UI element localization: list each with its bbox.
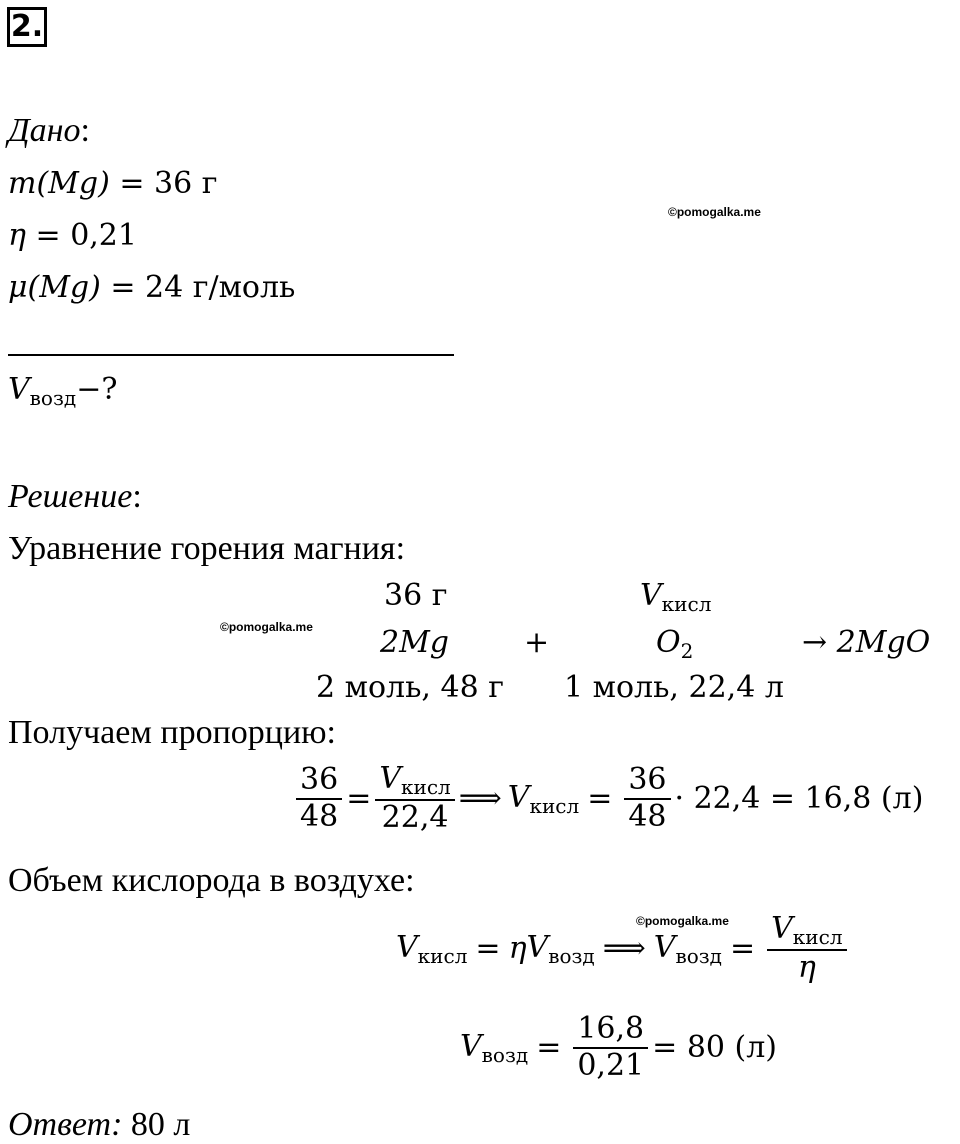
air-lhs: [396, 930, 467, 968]
fraction-den: 22,4: [381, 800, 449, 835]
fraction-vkisl-eta: [767, 912, 846, 986]
air-res-var: V: [653, 929, 676, 965]
reaction-o2: [656, 625, 693, 663]
fraction-den: 48: [628, 798, 667, 834]
final-lhs-sub: возд: [481, 1042, 529, 1067]
reaction-o2-top-sub: кисл: [661, 592, 712, 616]
given-heading: [8, 112, 90, 150]
answer-value: 80 л: [130, 1106, 191, 1143]
fraction-vkisl-224: [375, 762, 454, 836]
solution-heading: [8, 478, 142, 516]
air-implies: ⟹: [602, 931, 646, 967]
reaction-mg-amount: 2 моль, 48 г: [316, 670, 504, 705]
watermark-2: ©pomogalka.me: [220, 620, 313, 634]
given-mass-lhs: m(Mg) =: [8, 166, 154, 201]
given-eta-value: 0,21: [70, 218, 137, 253]
air-intro: Объем кислорода в воздухе:: [8, 862, 415, 899]
given-eta-lhs: η =: [8, 218, 71, 253]
air-rhs-sub: возд: [548, 943, 595, 968]
fraction-num: 16,8: [573, 1012, 648, 1049]
air-rhs-var: V: [526, 929, 549, 965]
problem-number: 2.: [7, 7, 47, 47]
reaction-mg: 2Mg: [380, 625, 450, 660]
air-res-sub: возд: [675, 943, 722, 968]
proportion-lhs: [508, 780, 579, 818]
find-value: [8, 372, 117, 410]
reaction-product: → 2MgO: [802, 625, 931, 660]
fraction-num-var: V: [771, 911, 793, 946]
reaction-o2-top-var: V: [640, 578, 662, 613]
reaction-o2-amount: 1 моль, 22,4 л: [564, 670, 784, 705]
air-eq: =: [475, 931, 501, 967]
fraction-den: 0,21: [577, 1047, 645, 1083]
given-eta: [8, 218, 137, 253]
given-mu-value: 24 г/моль: [145, 270, 296, 305]
given-mu-lhs: μ(Mg) =: [8, 270, 146, 305]
proportion-implies: ⟹: [458, 781, 502, 817]
fraction-num: 36: [624, 763, 670, 800]
proportion-intro: Получаем пропорцию:: [8, 714, 336, 751]
proportion-eq: =: [346, 781, 372, 817]
given-heading-text: Дано: [8, 112, 81, 149]
fraction-168-021: [573, 1012, 648, 1083]
fraction-num: [767, 912, 846, 951]
fraction-num: 36: [296, 763, 342, 800]
air-eq2: =: [729, 931, 756, 967]
air-lhs-var: V: [396, 929, 418, 965]
watermark-1: ©pomogalka.me: [668, 205, 761, 219]
answer-label: Ответ:: [8, 1106, 123, 1143]
reaction-o2-symbol: O: [656, 625, 681, 660]
find-sub: возд: [29, 386, 77, 410]
air-eta: η: [508, 931, 527, 967]
fraction-num: [375, 762, 454, 801]
given-mass: [8, 166, 217, 201]
fraction-num-sub: кисл: [792, 925, 843, 949]
fraction-num-sub: кисл: [401, 775, 451, 799]
given-mu: [8, 270, 295, 305]
air-rhs: [527, 930, 595, 968]
given-mass-value: 36 г: [154, 166, 218, 201]
final-result: = 80 (л): [652, 1030, 777, 1065]
proportion-lhs-var: V: [507, 779, 530, 815]
proportion-result: · 22,4 = 16,8 (л): [674, 781, 924, 817]
fraction-36-48-b: [624, 763, 670, 834]
final-equation: [460, 1012, 777, 1083]
proportion-equation: [292, 762, 923, 836]
reaction-intro: Уравнение горения магния:: [8, 530, 406, 567]
fraction-num-var: V: [379, 761, 401, 796]
answer: [8, 1106, 190, 1144]
given-divider: [8, 354, 454, 356]
watermark-3: ©pomogalka.me: [636, 914, 729, 928]
reaction-plus: +: [524, 625, 550, 660]
air-equation: [396, 912, 851, 986]
solution-heading-colon: :: [132, 478, 142, 515]
final-eq: =: [536, 1030, 562, 1065]
fraction-den: 48: [300, 798, 339, 834]
fraction-36-48: [296, 763, 342, 834]
given-heading-colon: :: [80, 112, 90, 149]
reaction-mg-mass: 36 г: [384, 578, 448, 613]
final-lhs: [460, 1029, 528, 1067]
find-var: V: [8, 372, 30, 407]
proportion-lhs-sub: кисл: [529, 793, 580, 818]
reaction-o2-sub: 2: [680, 639, 694, 663]
proportion-eq2: =: [587, 781, 613, 817]
air-lhs-sub: кисл: [417, 943, 468, 968]
fraction-den: η: [797, 950, 816, 985]
reaction-o2-top: [640, 578, 711, 616]
solution-heading-text: Решение: [8, 478, 133, 515]
find-suffix: −?: [76, 372, 118, 407]
air-res: [654, 930, 722, 968]
final-lhs-var: V: [460, 1028, 482, 1064]
